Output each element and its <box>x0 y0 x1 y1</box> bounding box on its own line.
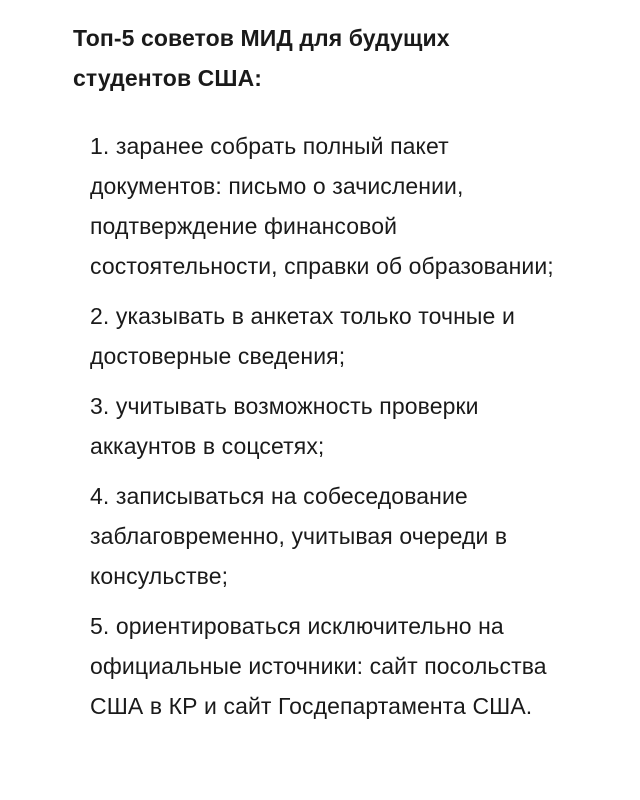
tips-list <box>90 126 575 726</box>
tip-item: 4. записываться на собеседование заблаговременно, учитывая очереди в консульстве; <box>90 483 508 589</box>
tip-item: 3. учитывать возможность проверки аккаунтов в соцсетях; <box>90 393 479 459</box>
tip-item: 2. указывать в анкетах только точные и достоверные сведения; <box>90 303 515 369</box>
tip-item: 1. заранее собрать полный пакет документов: письмо о зачислении, подтверждение финансовой состоятельности, справки об образовании; <box>90 133 554 279</box>
tip-item: 5. ориентироваться исключительно на официальные источники: сайт посольства США в КР и сайт Госдепартамента США. <box>90 613 547 719</box>
post-title: Топ-5 советов МИД для будущих студентов США: <box>73 25 450 91</box>
